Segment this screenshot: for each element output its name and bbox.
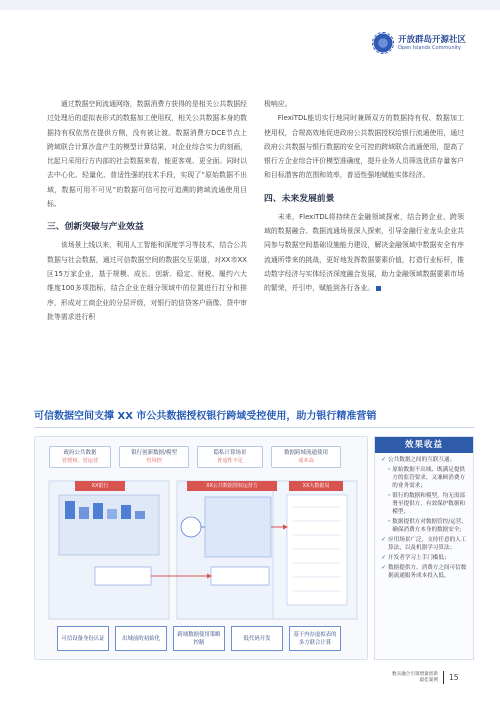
left-paragraph-2: 该场景上线以来，利用人工智能和深度学习等技术，结合公共数据与社会数据，通过可信数据空间的数据交互渠道，对XX市XX区15万家企业，基于规模、成长、创新、稳定、财税、履约六大维度100多项指标，结合企业在细分领域中的位置进行打分和排序，形成对工商企业的分层评级，对银行的信贷客户画像、贷中审批等需求进行积 bbox=[47, 241, 247, 321]
benefit-item-text: 开发者学习上手门槛低； bbox=[388, 555, 450, 561]
top-box-label: 隐私计算场景 bbox=[213, 450, 247, 456]
benefit-item bbox=[381, 466, 468, 490]
benefit-item bbox=[381, 456, 468, 464]
chart-bar bbox=[93, 503, 103, 519]
left-paragraph-1: 通过数据空间流通网络，数据消费方获得的是相关公共数据经过处理后的虚拟表形式的数据加工使用权，相关公共数据本身的数据持有权依然在提供方侧，没有被让渡。数据消费方DCE节点上跨域联合计算沙盒产生的模型计算结果，对企业综合实力的刻画，比起只采用行方内部的社会数据来看，能更客观、更全面。同时以去中心化、轻量化、普适性强的技术手段，实现了“原始数据不出域，数据可用不可见”的数据可信可控可追溯的跨域流通使用目标。 bbox=[47, 100, 247, 209]
chart-bar bbox=[79, 507, 89, 519]
bottom-box-init: 出域前的初始化 bbox=[115, 626, 167, 651]
chart-bar bbox=[65, 501, 75, 519]
benefit-item bbox=[381, 492, 468, 516]
top-box-sub: 管风控 bbox=[146, 458, 162, 464]
check-icon: · bbox=[388, 492, 391, 499]
consumer-node-box bbox=[95, 567, 151, 585]
benefit-list bbox=[375, 453, 473, 580]
footer-separator bbox=[443, 671, 444, 684]
right-paragraph-1: 极响应。 bbox=[264, 100, 292, 108]
panel-header-bank: XX银行 bbox=[75, 481, 125, 491]
right-paragraph-2: FlexiTDL能切实行地同时兼顾双方的数据持有权、数据加工使用权，合规高效地促进政府公共数据授权给银行流通使用，通过政府公共数据与银行数据的安全可控的跨域联合流通使用，提高了银行方企业综合评价模型准确度，提升业务人员筛选优质存量客户和目标潜客的范围和效率，普适性强地赋能实体经济。 bbox=[264, 114, 464, 180]
bottom-box-device-auth: 可信设备身份认证 bbox=[57, 626, 109, 651]
panel-header-bureau: XX大数据局 bbox=[289, 481, 343, 491]
benefit-item bbox=[381, 536, 468, 552]
check-icon: ✓ bbox=[381, 554, 387, 561]
right-paragraph-3 bbox=[264, 210, 464, 296]
check-icon: · bbox=[388, 518, 391, 525]
footer-line-2: 最佳案例 bbox=[419, 677, 438, 683]
section-4-title: 四、未来发展前景 bbox=[264, 193, 335, 204]
panel-header-operator: XX公共数据授权运营方 bbox=[187, 481, 277, 491]
islands-logo-icon bbox=[372, 32, 394, 54]
check-icon: · bbox=[388, 466, 391, 473]
chart-bar bbox=[121, 505, 131, 519]
page-footer bbox=[392, 671, 459, 684]
check-icon: ✓ bbox=[381, 564, 387, 571]
top-box-sub: 管授权、管运营 bbox=[61, 458, 99, 464]
figure-title: 可信数据空间支撑 XX 市公共数据授权银行跨域受控使用，助力银行精准营销 bbox=[34, 410, 474, 428]
check-icon: ✓ bbox=[381, 536, 387, 543]
benefit-title: 效果收益 bbox=[375, 437, 473, 453]
logo-en-text: Open Islands Community bbox=[398, 44, 461, 51]
benefit-item-text: 数据提供方、消费方之间可信数据流通服务成本投入低。 bbox=[388, 565, 467, 579]
chart-bar bbox=[135, 511, 145, 519]
community-logo bbox=[372, 32, 466, 54]
section-3-title: 三、创新突破与产业效益 bbox=[47, 222, 144, 233]
top-bar bbox=[0, 0, 500, 10]
bureau-data-list bbox=[287, 495, 347, 605]
logo-cn-text: 开放群岛开源社区 bbox=[398, 34, 467, 45]
diagram-bottom-row bbox=[57, 626, 341, 651]
top-box-sub: 成本高 bbox=[298, 458, 314, 464]
benefit-item-text: 银行的数据和模型，均无需部署至提供方，有效保护数据和模型； bbox=[392, 493, 466, 515]
top-box-label: 政府公共数据 bbox=[63, 450, 97, 456]
benefit-panel bbox=[374, 436, 474, 660]
top-box-label: 数据跨域流通使用 bbox=[283, 450, 328, 456]
check-icon: ✓ bbox=[381, 456, 387, 463]
end-square-icon bbox=[376, 286, 381, 291]
page-number: 15 bbox=[448, 673, 459, 682]
architecture-diagram bbox=[34, 436, 368, 660]
top-box-label: 银行创新数据/模型 bbox=[131, 450, 177, 456]
benefit-item-text: 公共数据之间的互联互通； bbox=[388, 457, 456, 463]
footer-line-1: 数实融合引领增量创新 bbox=[392, 671, 438, 677]
dce-node-icon bbox=[181, 517, 201, 537]
top-box-sub: 普适性不足 bbox=[217, 458, 243, 464]
chart-bar bbox=[107, 509, 117, 519]
data-provider-node-box bbox=[211, 567, 269, 585]
bottom-box-policy: 跨域数据使用策略控制 bbox=[173, 626, 225, 651]
benefit-item bbox=[381, 554, 468, 562]
sandbox-area bbox=[205, 497, 271, 557]
right-column bbox=[264, 97, 464, 296]
benefit-item bbox=[381, 518, 468, 534]
benefit-item-text: 数据提供方对数据管控/运营，确保消费方本身的数据安全； bbox=[392, 519, 467, 533]
benefit-item-text: 原始数据不出域、既满足提供方的监管要求，又兼顾消费方的业务需求； bbox=[392, 467, 466, 489]
bottom-box-low-code: 低代码开发 bbox=[231, 626, 283, 651]
bottom-box-joint-compute: 基于内存虚拟表的多方联合计算 bbox=[289, 626, 341, 651]
benefit-item bbox=[381, 564, 468, 580]
benefit-item-text: 应用场景广泛，支持任意的人工算法，以及机器学习算法； bbox=[388, 537, 467, 551]
left-column bbox=[47, 97, 247, 324]
right-paragraph-3-text: 未来，FlexiTDL将持续在金融领域探索，结合跨企业、跨领域的数据融合、数据流通场景深入探索，引导金融行业龙头企业共同参与数据空间基础设施能力建设，解决金融领域中数据安全有序流通所带来的挑战，更好地发挥数据要素价值，打造行业标杆，推动数字经济与实体经济深度融合发展，助力金融领域数据要素市场的繁荣，并引申，赋能到各行各业。 bbox=[264, 212, 464, 293]
